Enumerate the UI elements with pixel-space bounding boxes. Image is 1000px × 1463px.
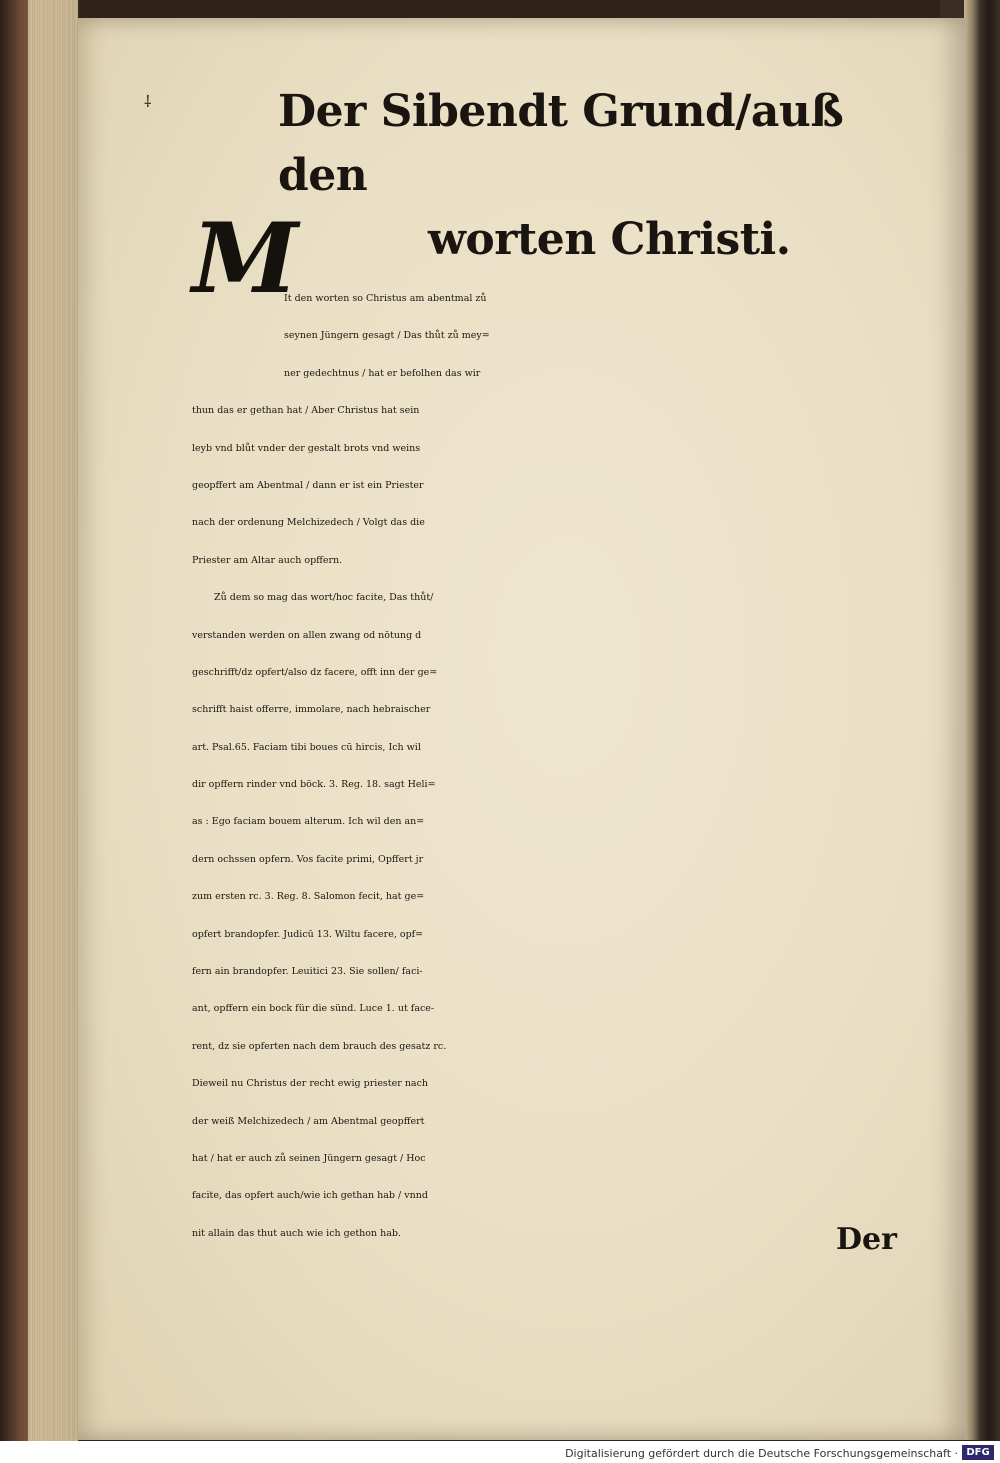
text-line: Dieweil nu Christus der recht ewig priester nach	[192, 1078, 429, 1090]
body-text	[192, 280, 912, 1252]
catchword: Der	[836, 1222, 897, 1257]
text-line: nach der ordenung Melchizedech / Volgt das die	[192, 517, 425, 529]
text-line: fern ain brandopfer. Leuitici 23. Sie sollen/ faci-	[192, 966, 423, 978]
text-line: schrifft haist offerre, immolare, nach hebraischer	[192, 704, 431, 716]
text-line: art. Psal.65. Faciam tibi boues cū hircis, Ich wil	[192, 741, 421, 753]
text-line: seynen Jüngern gesagt / Das thůt zů mey=	[284, 330, 490, 342]
page-content	[192, 80, 912, 1252]
text-line: leyb vnd blůt vnder der gestalt brots vnd weins	[192, 442, 421, 454]
text-line: nit allain das thut auch wie ich gethon hab.	[192, 1227, 402, 1239]
text-line: ner gedechtnus / hat er befolhen das wir	[284, 367, 481, 379]
text-line: geschrifft/dz opfert/also dz facere, offt inn der ge=	[192, 666, 438, 678]
text-line: der weiß Melchizedech / am Abentmal geopffert	[192, 1115, 425, 1127]
footer-bar	[0, 1441, 1000, 1463]
ornament-mark: ⸸	[144, 92, 152, 111]
text-line: zum ersten rc. 3. Reg. 8. Salomon fecit, hat ge=	[192, 891, 425, 903]
text-line: hat / hat er auch zů seinen Jüngern gesagt / Hoc	[192, 1152, 426, 1164]
text-line: It den worten so Christus am abentmal zů	[284, 293, 487, 304]
chapter-heading	[278, 80, 912, 272]
text-line: Priester am Altar auch opffern.	[192, 554, 343, 566]
text-line: geopffert am Abentmal / dann er ist ein Priester	[192, 479, 424, 491]
text-line: rent, dz sie opferten nach dem brauch des gesatz rc.	[192, 1040, 447, 1052]
heading-line-2: worten Christi.	[428, 214, 791, 265]
text-line: dern ochssen opfern. Vos facite primi, Opffert jr	[192, 853, 424, 865]
text-line: dir opffern rinder vnd böck. 3. Reg. 18. sagt Heli=	[192, 779, 436, 791]
text-line: verstanden werden on allen zwang od nötung d	[192, 629, 422, 641]
funding-credit: Digitalisierung gefördert durch die Deutsche Forschungsgemeinschaft ·	[565, 1447, 958, 1460]
book-binding-edge	[964, 0, 1000, 1440]
text-line: opfert brandopfer. Judicū 13. Wiltu facere, opf=	[192, 928, 424, 940]
text-line: Zů dem so mag das wort/hoc facite, Das thůt/	[214, 592, 434, 604]
drop-cap-initial: M	[192, 202, 299, 315]
book-fore-edge	[28, 0, 78, 1463]
text-line: thun das er gethan hat / Aber Christus hat sein	[192, 405, 420, 417]
text-line: facite, das opfert auch/wie ich gethan hab / vnnd	[192, 1190, 428, 1202]
text-line: ant, opffern ein bock für die sünd. Luce 1. ut face-	[192, 1003, 435, 1015]
dfg-logo: DFG	[962, 1445, 994, 1460]
text-line: as : Ego faciam bouem alterum. Ich wil den an=	[192, 816, 425, 828]
heading-line-1: Der Sibendt Grund/auß den	[278, 86, 844, 201]
